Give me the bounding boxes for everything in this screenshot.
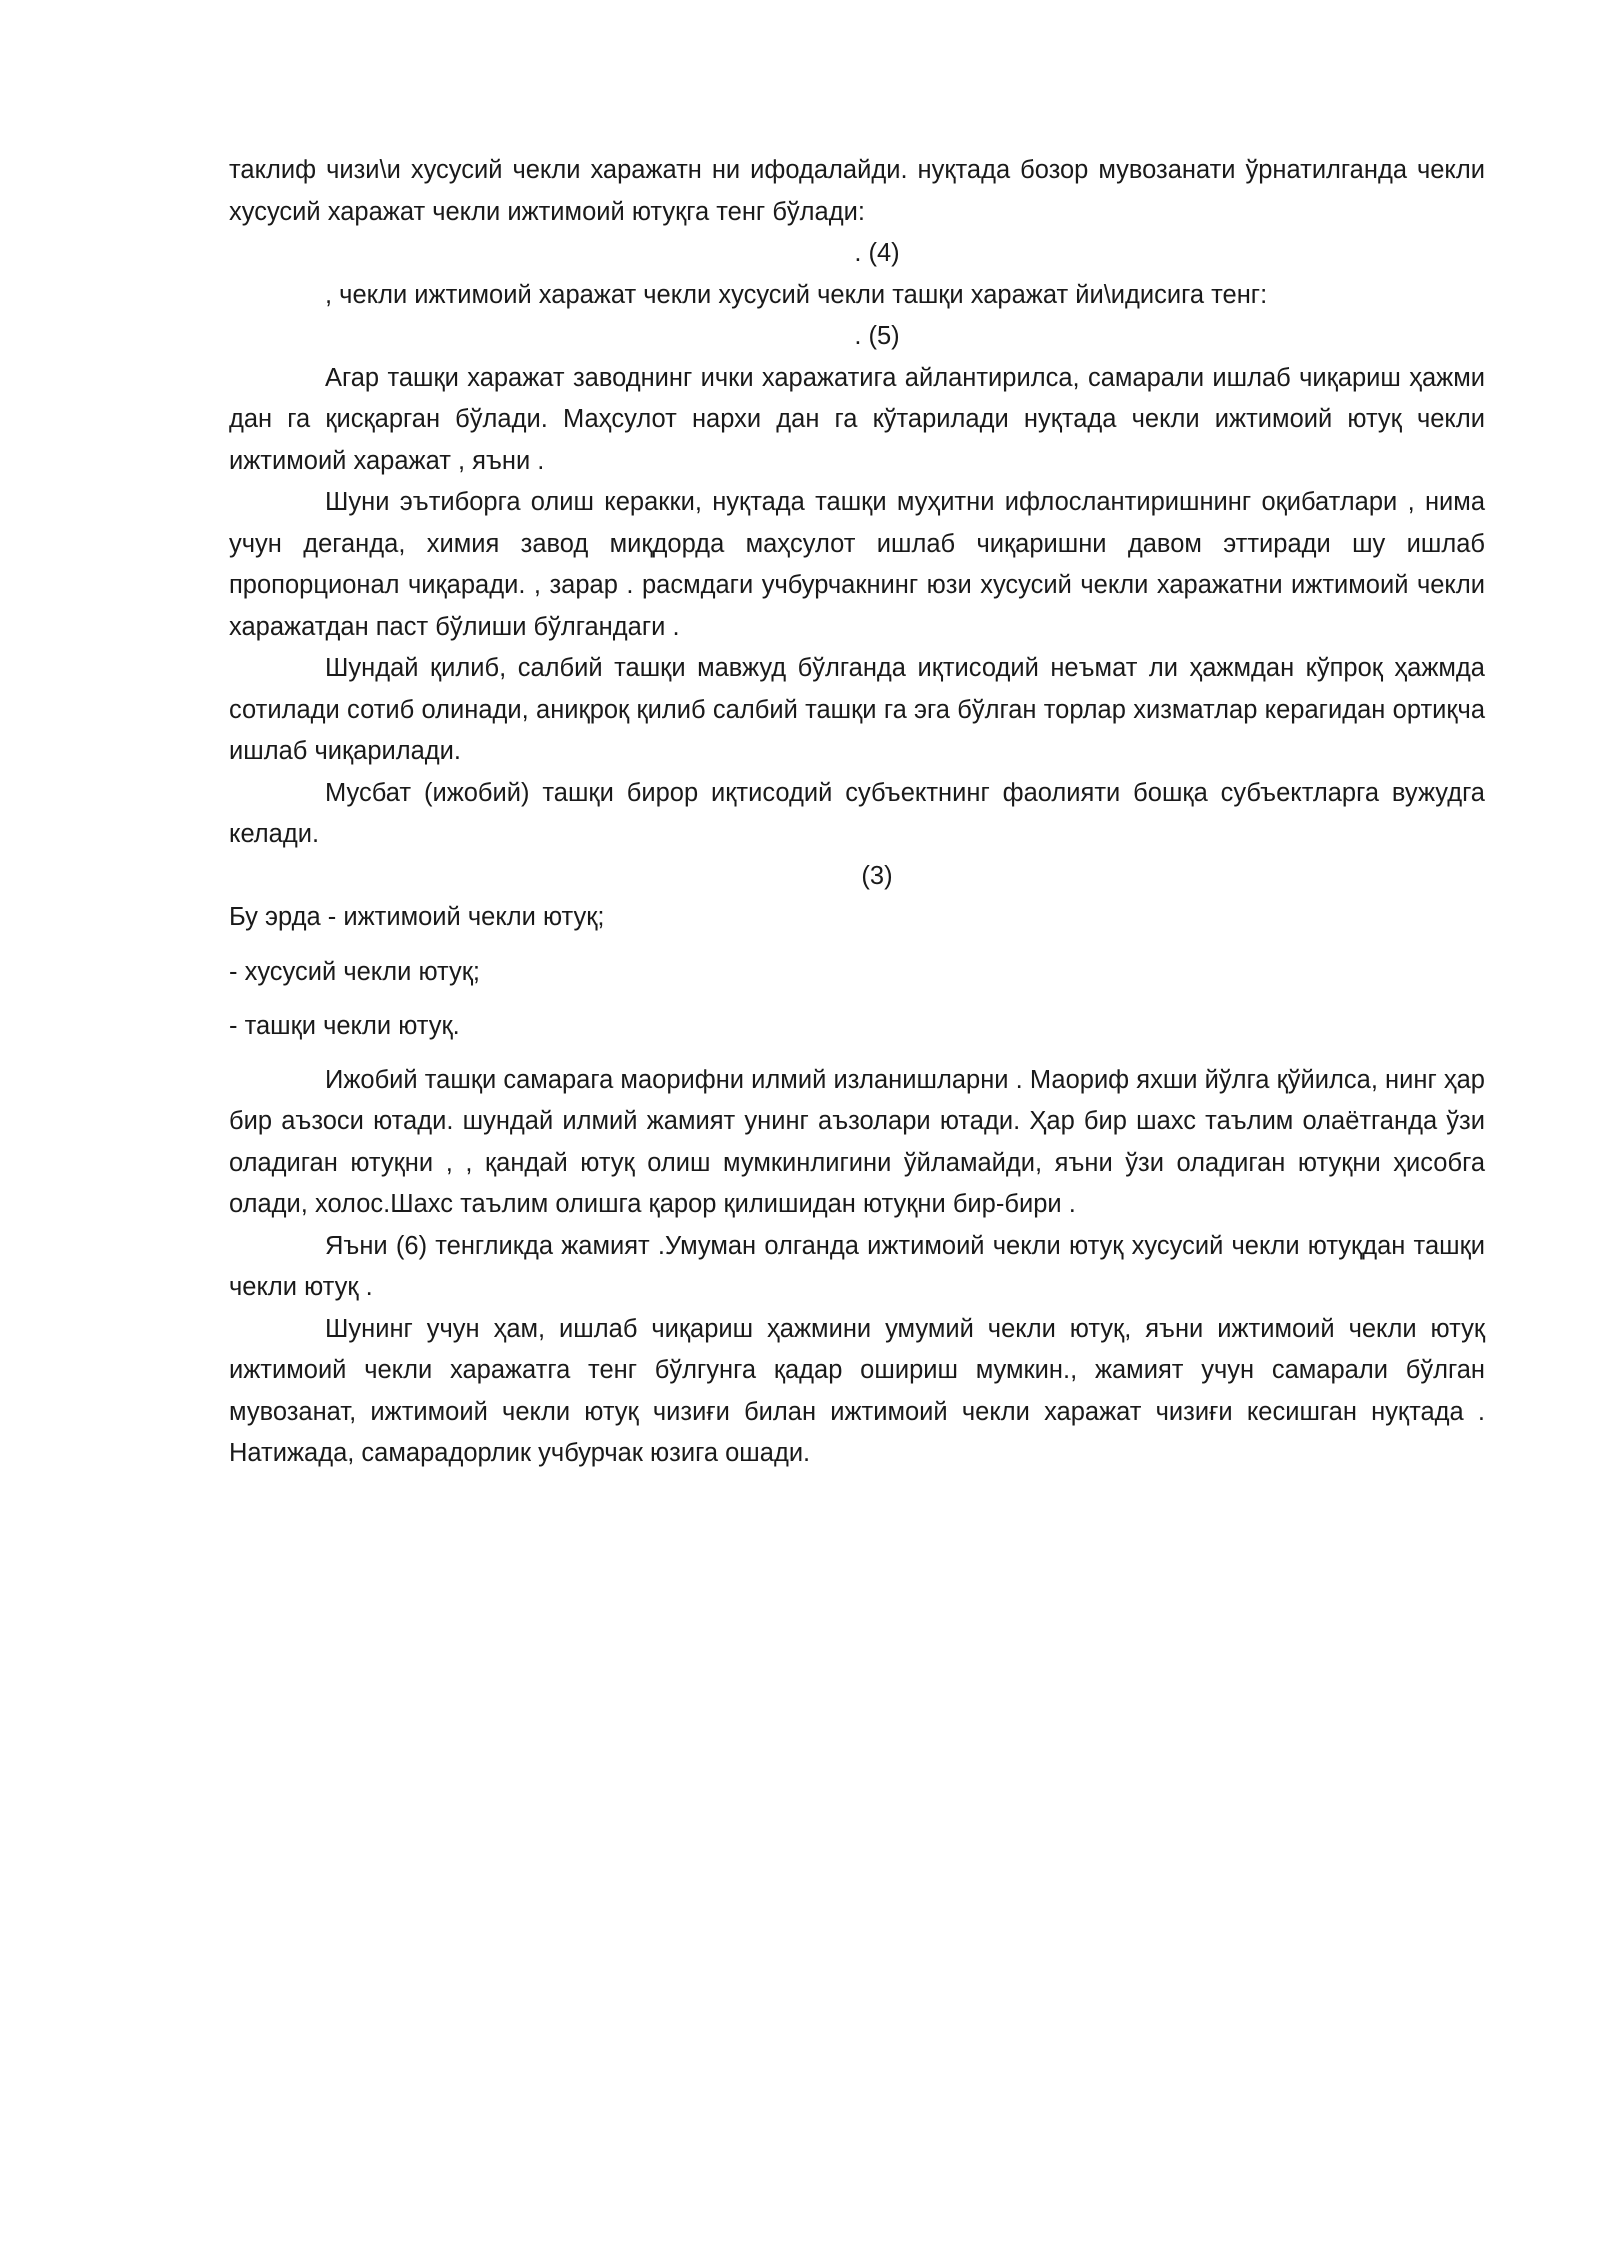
document-body [229, 150, 1485, 1475]
formula-5: . (5) [854, 322, 900, 350]
paragraph-negative-externality: Шундай қилиб, салбий ташқи мавжуд бўлганда иқтисодий неъмат ли ҳажмдан кўпроқ ҳажмда сотилади сотиб олинади, аниқроқ қилиб салбий ташқи га эга бўлган торлар хизматлар керагидан ортиқча ишлаб чиқарилади. [229, 654, 1485, 765]
definition-social-benefit: Бу эрда - ижтимоий чекли ютуқ; [229, 903, 605, 931]
formula-4: . (4) [854, 239, 900, 267]
paragraph-social-cost: , чекли ижтимоий харажат чекли хусусий чекли ташқи харажат йи\идисига тенг: [325, 280, 1268, 309]
paragraph-education: Ижобий ташқи самарага маорифни илмий изланишларни . Маориф яхши йўлга қўйилса, нинг ҳар бир аъзоси ютади. шундай илмий жамият унинг аъзолари ютади. Ҳар бир шахс таълим олаётганда ўзи оладиган ютуқни , , қандай ютуқ олиш мумкинлигини ўйламайди, яъни ўзи оладиган ютуқни ҳисобга олади, холос.Шахс таълим олишга қарор қилишидан ютуқни бир-бири . [229, 1065, 1485, 1218]
paragraph-positive-externality: Мусбат (ижобий) ташқи бирор иқтисодий субъектнинг фаолияти бошқа субъектларга вужудга келади. [229, 778, 1485, 848]
formula-3: (3) [861, 861, 893, 890]
definition-external-benefit: - ташқи чекли ютуқ. [229, 1012, 460, 1040]
paragraph-pollution: Шуни эътиборга олиш керакки, нуқтада ташқи муҳитни ифлослантиришнинг оқибатлари , нима учун деганда, химия завод миқдорда маҳсулот ишлаб чиқаришни давом эттиради шу ишлаб пропорционал чиқаради. , зарар . расмдаги учбурчакнинг юзи хусусий чекли харажатни ижтимоий чекли харажатдан паст бўлиши бўлгандаги . [229, 488, 1485, 641]
definition-private-benefit: - хусусий чекли ютуқ; [229, 957, 480, 986]
paragraph-equality-6: Яъни (6) тенгликда жамият .Умуман олганда ижтимоий чекли ютуқ хусусий чекли ютуқдан ташқи чекли ютуқ . [229, 1231, 1485, 1301]
paragraph-conclusion: Шунинг учун ҳам, ишлаб чиқариш ҳажмини умумий чекли ютуқ, яъни ижтимоий чекли ютуқ ижтимоий чекли харажатга тенг бўлгунга қадар ошириш мумкин., жамият учун самарали бўлган мувозанат, ижтимоий чекли ютуқ чизиғи билан ижтимоий чекли харажат чизиғи кесишган нуқтада . Натижада, самарадорлик учбурчак юзига ошади. [229, 1314, 1485, 1467]
paragraph-supply-line: таклиф чизи\и хусусий чекли харажатн ни ифодалайди. нуқтада бозор мувозанати ўрнатилганда чекли хусусий харажат чекли ижтимоий ютуқга тенг бўлади: [229, 156, 1485, 226]
paragraph-internal-cost: Агар ташқи харажат заводнинг ички харажатига айлантирилса, самарали ишлаб чиқариш ҳажми дан га қисқарган бўлади. Маҳсулот нархи дан га кўтарилади нуқтада чекли ижтимоий ютуқ чекли ижтимоий харажат , яъни . [229, 363, 1485, 475]
